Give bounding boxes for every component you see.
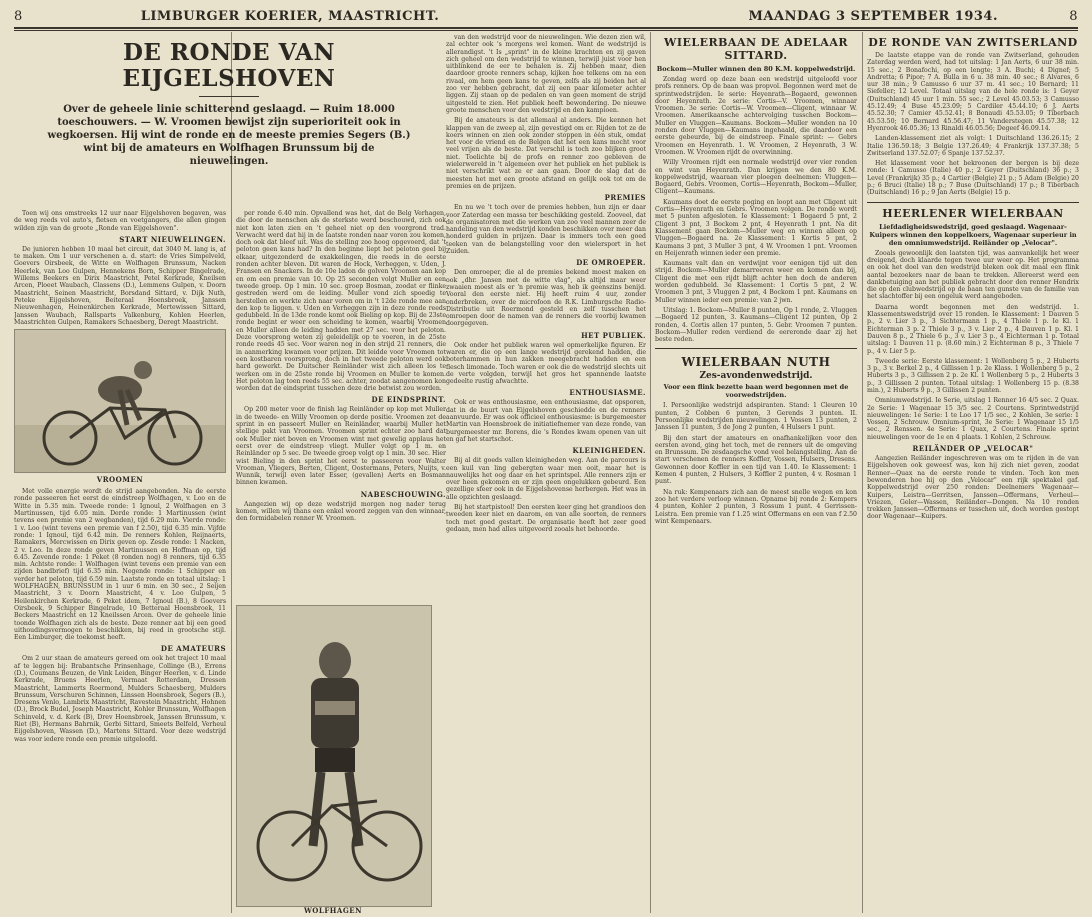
subheading-velocar: REILÄNDER OP „VELOCAR" [912,444,1034,454]
photo-wolfhagen [236,605,432,907]
subheading-adelaar: Bockom—Muller winnen den 80 K.M. koppelwedstrijd. [656,65,856,73]
column-5 [867,34,1079,912]
subheading-nuth: Zes-avondenwedstrijd. [699,371,813,382]
masthead-rule [14,27,1078,29]
omroeper-paragraph: Den omroeper, die al de premies bekend moest maken en ook „dhr. Jansen met de witte vlag", als altijd maar weer zwaaien moest als er 'n premie was, heb ik geenszins benijd. Vooral den eerste niet. Hij heeft ruim 4 uur, zonder onderbreken, over de microfoon de R.K. Limburgsche Radio-Distributie uit Roermond gesteld en zelf tusschen het omroepen door de namen van de renners die voorbij kwamen doorgegeven. [446,269,646,328]
article-intro: Toen wij ons omstreeks 12 uur naar Eijgelshoven begaven, was de weg reeds vol auto's, fietsen en voetgangers, die allen gingen wilden zijn van de groote „Ronde van Eijgelshoven". [14,210,226,232]
premies-paragraph: En nu we 't toch over de premies hebben, hun zijn er daar voor Zaterdag een massa ter beschikking gesteld. Zooveel, dat de organisatoren met die werken van zoo veel mannen zeer de handeling van den wedstrijd konden beschikken over meer dan honderd gulden in prijzen. Daar is immers toch een goed teeken van de belangstelling voor den wielersport in het Zuiden. [446,204,646,256]
zwitserland-paragraph-2: Landen-klassement ziet als volgt: 1 Duitschland 136.26.15; 2 Italie 136.59.18; 3 Belgie 137.26.49; 4 Frankrijk 137.37.38; 5 Zwitserland 137.52.07; 6 Spanje 137.52.37. [867,135,1079,157]
column-divider [650,32,651,913]
heading-nuth: WIELERBAAN NUTH [681,355,831,370]
col3-paragraph-3: Bij het startpistool! Den eersten keer ging het grandioos den tweeden keer niet en daarom, en van alle soorten, de renners toch met goed gestart. De organisatie heeft het zeer goed gedaan, men had alles uitgevoerd zooals het behoorde. [446,504,646,533]
subheading-enthousiasme: ENTHOUSIASME. [569,388,646,398]
heading-heerlener: HEERLENER WIELERBAAN [882,206,1064,220]
eindsprint-paragraph: Op 200 meter voor de finish lag Reinländer op kop met Muller in de tweede- en Willy Vroomen op derde positie. Vroomen zet de sprint in en passeert Muller en Reinländer, waarbij Muller het stellige pakt van Vroomen. Vroomen sprint echter zoo hard dat ook Muller niet boven en Vroomen wint met gewelig applaus het eerst over de eindstreep vliegt. Muller volgt op 1 m. en Reinländer op 5 sec. De tweede groep volgt op 1 min. 30 sec. Hier wist Bieling in den sprint het eerst te passeeren voor Walter Vrooman, Vliegers, Berten, Cligent, Oostermans, Peters, Nuijts, v. Wunnik, terwijl even later Esser, (gevallen) Aerts en Bosman binnen kwamen. [236,406,446,487]
col3-paragraph-2: Bij de amateurs is dat allemaal al anders. Die kennen het klappen van de zweep al, zijn gevestigd om er. Rijden tot ze de koers winnen en zien ook zonder stoppen in één stuk, omdat het voor de vriend en de Belgen dat het een kans mocht voor veel vrijen als de beste. Dat verschil is toch zoo blijken groot niet. Toelichte bij de profs en renner zoo gebleven de wielerwereld in 't algemeen over het publiek en het publiek is niet verschrikt wat ze er aan gaan. Door de slag dat de meesten het met een groote afstand en gelijk ook tot om de premies en de prijzen. [446,117,646,190]
velocar-paragraph: Aangezien Reiländer ingeschreven was om te rijden in de van Eijgelshoven ook geweest was, kon hij zich niet geven, zoodat Renner—Quax na de eerste ronde te vinden. Toch kon men bewonderen hoe hij op den „Velocar" een rijk spektakel gaf. Koppelwedstrijd over 250 ronden: Deelnemers Wagenaar—Kuipers, Leistra—Gerritsen, Janssen—Offermans, Verheul—Vriezen, Geler—Wassen, Reiländer—Dongen. Na 10 ronden trekken Janssen—Offermans er tusschen uit, doch worden gestopt door Wagenaar—Kuipers. [867,455,1079,521]
section-rule [655,348,857,349]
page-number-right: 8 [1069,8,1078,24]
subheading-omroeper: DE OMROEPER. [576,258,646,268]
heading-adelaar: WIELERBAAN DE ADELAAR SITTARD. [663,36,849,62]
column-1 [14,210,226,910]
adelaar-paragraph-3: Kaumans doet de eerste poging en loopt aan met Cligent uit Cortis—Heyenrath en Gebrs. Vroomen volgen. De ronde wordt met 5 punten afgesloten. Ie Klassement: 1 Bogaerd 5 pnt, 2 Cligent 3 pnt, 3 Bockom 2 pnt, 4 Heyenrath 1 pnt. Na dit Klassement gaan Bockom—Muller weg en winnen alleen op Vluggen—Bogaerd na. 2e Klassement: 1 Kortis 5 pnt, 2 Kaumans 3 pnt, 3 Muller 3 pnt, 4 W. Vroomen 1 pnt. Vroomen en Heijenrath winnen ieder een premie. [655,198,857,257]
race-narrative-paragraph: per ronde 6.40 min. Opvallend was het, dat de Belg Verhagen, die door de menschen als de sterkste werd beschouwd, zich ook niet kon laten zien en 't geheel niet op den voorgrond trad. Verwacht werd dat hij in de laatste ronden naar voren zou komen, doch ook dat bleef uit. Was de stelling zoo hoog opgevoerd, dat 't peloton geen kans had? In den beginne liept het peloton geel bij elkaar, uitgezonderd de exakkelingen, die reeds in de eerste ronden achter bleven. Dit waren de Hock, Verheggen, v. Uden, J. Fransen en Snackers. In de 10e ladon de golven Vroomen aan kop en om een premie van 10. Op 25 seconden volgt Muller en een tweede groep. Op 1 min. 10 sec. groep Bosman, zoodat er flinke gestreden werd om de leiding. Muller vond zich spoedig te herstellen en werkte zich naar voren om in 't 12de ronde mee aan den kop te liggen. v. Uden en Verheggen zijn in deze ronde reeds gedubbeld. In de 13de ronde komt ook Bieling op kop. Bij de 23ste ronde begint er weer een scheiding te komen, waarbij Vroomen en Muller alleen de leiding hadden met 27 sec. voor het peloton. Deze voorsprong weten zij geleidelijk op te voeren, in de 25ste ronde reeds 45 sec. Voor waren nog in den strijd 21 renners, die in aanmerking kwamen voor prijzen. Dit leidde voor Vroomen tot een kostbaren voorsprong, doch in het tweede peloton werd ook hard gewerkt. De Duitscher Reinländer wist zich alleen los te werken om in de 25ste ronde bij Vroomen en Muller te komen. Het peloton lag toen reeds 55 sec. achter, zoodat aangenomen kon worden dat de eindsprint tusschen deze drie betwist zou worden. [236,210,446,393]
photo-caption-vroomen: VROOMEN [96,475,144,485]
newspaper-name: LIMBURGER KOERIER, MAASTRICHT. [140,8,440,24]
zwitserland-paragraph-1: De laatste etappe van de ronde van Zwitserland, gehouden Zaterdag werden werd, had tot uitslag: 1 Jan Aerts, 6 uur 38 min. 15 sec.; 2 Bonafochi, op een lengte; 3 A. Buchi; 4 Dignef; 5 Andretta; 6 Pipor; 7 A. Bulla in 6 u. 38 min. 40 sec.; 8 Alvares, 6 uur 38 min.; 9 Camusso 6 uur 37 m. 41 sec.; 10 Bernard; 11 Siefeller; 12 Level. Totaal uitslag van de hele ronde is: 1 Geyer (Duitschland) 45 uur 1 min. 55 sec.; 2 Level 45.03.53; 3 Camusso 45.12.49; 4 Buse 45.23.09; 5 Cardiler 45.44.10; 6 J. Aerts 45.52.30; 7 Camier 45.52.41; 8 Bonaudi 45.53.05; 9 Tiberbach 45.53.50; 10 Bernard 45.56.47; 11 Vanderstegen 45.57.38; 12 Hyenrook 46.05.36; 13 Rinaldi 46.05.56; Degeef 46.09.14. [867,52,1079,132]
masthead-rule-thin [14,30,1078,31]
page-number-left: 8 [14,8,23,24]
nuth-paragraph-1: I. Persoonlijke wedstrijd adspiranten. Stand: 1 Cleuren 10 punten, 2 Cobben 6 punten, 3 Gerends 3 punten. II. Persoonlijke wedstrijden nieuwelingen. 1 Vossen 13 punten, 2 Janssen 11 punten, 3 de Jong 2 punten, 4 Hulsers 1 punt. [655,402,857,432]
nabeschouwing-paragraph: Aangezien wij op deze wedstrijd morgen nog nader terug komen, willen wij thans een enkel woord zeggen van den winnaar, den formidabelen renner W. Vroomen. [236,500,446,523]
start-paragraph: De junioren hebben 10 maal het circuit, dat 3040 M. lang is, af te maken. Om 1 uur verschenen a. d. start: de Vries Simpelveld, Goevers Oirsbeek, de Witte en Wolfhagen Brunssum, Nacken Heerlek, van Loo Gulpen, Hennekens Born, Schipper Bingelrade, Willems Beekers en Dirix Maastricht, Petel Kerkrade, Kneilsen Arcen, Ploeet Waubach, Classens (D.), Lemmens Gulpen, v. Doorn Maastricht, Seinen Maastricht, Borsdand Sittard, v. Dijk Nuth, Peteke Eijgelshoven, Beiteraal Hoensbroek, Janssen Nieuwenhagen, Heinenkirchen Kerkrade, Mertewissen Sittard, Janssen Waubach, Rallsparts Valkenburg, Kohlen Heerlen, Maastrichten Gulpen, Ramakers Schaesberg, Deregt Maastricht. [14,245,226,326]
race-progress-paragraph: Met volle energie wordt de strijd aangebonden. Na de eerste ronde passeeren het eerst de eindstreep Wolfhagen, v. Loo en de Witte in 5.35 min. Tweede ronde: 1 Ignoul, 2 Wolfhagen en 3 Martinussen, tijd 6.05 min. Derde ronde: 1 Martinussen (wint tevens een premie van 2 wegbanden), tijd 6.29 min. Vierde ronde: 1 v. Loo (wint tevens een premie van f 2.50), tijd 6.35 min. Vijfde ronde: 1 Ignoul, tijd 6.42 min. De renners Kohlen, Reijnaerts, Ramakers, Mercwissen en Dirix geven op. Zesde ronde: 1 Nacken, 2 v. Loo. In deze ronde geven Martinussen en Hoffman op, tijd 6.45. Zevende ronde: 1 Peket (8 ronden nog) 8 renners, tijd 6.35 min. Achtste ronde: 1 Wolfhagen (wint tevens een premie van een zijden bandbrief) tijd 6.35 min. Negende ronde: 1 Schipper en verder het peloton, tijd 6.59 min. Laatste ronde en totaal uitslag: 1 WOLFHAGEN, BRUNSSUM in 1 uur 6 min. en 30 sec., 2 Seijen Maastricht, 3 v. Doorn Maastricht, 4 v. Loo Gulpen, 5 Heilenkirchen Kerkrade, 6 Peket idem, 7 Ignoul (B.), 8 Goevers Oirsbeek, 9 Schipper Bingelrade, 10 Betteraal Hoensbroek, 11 Beckers Maastricht en 12 Kneilssen Arcen. Over de geheele linie toonde Wolfhagen zich als de beste. Deze renner aat bij een goed uithoudingsvermogen te beschikken, bij reed in grootsche stijl. Een Limburger, die toekomst heeft. [14,488,226,642]
column-3 [446,34,646,912]
heerlener-paragraph-2: Daarna wordt begonnen met den wedstrijd. 1. Klassementswedstrijd over 15 ronden. Ie Klassement: 1 Dauven 5 p., 2 v. Lier 3 p., 3 Sichtermann 1 p., 4 Thiele 1 p. Ie Kl. 1 Eichterman 3 p. 2 Thiele 3 p., 3 v. Lier 2 p., 4 Dauven 1 p. Kl. 1 Dauven 8 p., 2 Thiele 6 p., 3 v. Lier 3 p., 4 Eichterman 1 p. Totaal uitslag: 1 Dauven 11 p. (8.60 min.) 2 Eichterman 8 p., 3 Thiele 7 p., 4 v. Lier 5 p. [867,303,1079,355]
adelaar-paragraph-2: Willy Vroomen rijdt een normale wedstrijd over vier ronden en wint van Heyenrath. Dan krijgen we den 80 K.M. koppelwedstrijd, waaraan vier ploegen deelnemen: Vluggen—Bogaerd, Gebrs. Vroomen, Cortis—Heyenrath, Bockom—Muller, Cligent—Kaumans. [655,159,857,196]
masthead [14,6,1078,26]
heerlener-paragraph-4: Omniumwedstrijd. Ie Serie, uitslag 1 Renner 16 4/5 sec. 2 Quax. 2e Serie: 1 Wagenaar 15 3/5 sec. 2 Courtens. Sprintwedstrijd nieuwelingen: 1e Serie: 1 te Loo 17 1/5 sec., 2 Kohlen, 3e serie: 1 Vossen, 2 Schrouw. Omnium-sprint, 3e Serie: 1 Wagenaar 15 1/5 sec., 2 Renssen. 4e Serie: 1 Quax, 2 Courtens. Finale sprint nieuwelingen voor de 1e en 4 plaats. 1 Kohlen, 2 Schrouw. [867,397,1079,441]
subheading-nabeschouwing: NABESCHOUWING. [360,489,446,499]
subheading-amateurs: DE AMATEURS [160,644,226,654]
column-4 [655,34,857,912]
subheading-heerlener: Liefdadigheidswedstrijd, goed geslaagd. Wagenaar-Kuipers winnen den koppelkoers, Wagenaar superieur in den omniumwedstrijd. Reiländer op „Velocar". [869,222,1077,247]
column-divider [862,32,863,913]
subheading-kleinigheden: KLEINIGHEDEN. [572,446,646,456]
nuth-paragraph-2: Bij den start der amateurs en onafhankelijken voor den eersten avond, ging het toch, met de renners uit de omgeving en Brunssum. De zesdaagsche vond veel belangstelling. Aan de start verschenen de renners Koffler, Vossen, Hulsers, Dresens. Gewonnen door Koffler in een tijd van 1.40. Ie Klassement: 1 Kemen 4 punten, 2 Hulsers, 3 Koffler 2 punten, 4 v. Rosman 1 punt. [655,434,857,486]
subheading-eindsprint: DE EINDSPRINT. [371,395,446,405]
photo-vroomen [14,329,226,473]
title-separator [199,96,259,97]
article-title: DE RONDE VAN EIJGELSHOVEN [122,39,336,92]
subheading-start: START NIEUWELINGEN. [119,234,226,244]
heerlener-paragraph-3: Tweede serie: Eerste klassement: 1 Wollenberg 5 p., 2 Huberts 3 p., 3 v. Berkel 2 p., 4 Gillissen 1 p. 2e Klass. 1 Wollenberg 5 p., 2 Huberts 3 p., 3 Gillissen 2 p. 2e Kl. 1 Wollenberg 5 p., 2 Huberts 3 p., 3 Gillissen 2 punten. Totaal uitslag: 1 Wollenberg 15 p. (8.38 min.), 2 Huberts 9 p., 3 Gillissen 2 punten. [867,357,1079,394]
amateurs-paragraph: Om 2 uur staan de amateurs gereed om ook het traject 10 maal af te leggen bij: Brabantsche Prinsenhage, Collinge (B.), Errens (D.), Coumans Beuzen, de Vink Leiden, Binger Heerlen, v. d. Linde Kerkrade, Bruens Heerlen, Vermaat Rotterdam, Dressen Maastricht, Lammerts Roermond, Mulders Schaesberg, Mulders Brunssum, Verschuren Schinnen, Linssen Hoensbroek, Segers (B.), Dresens Venlo, Lambrix Maastricht, Ravestein Maastricht, Hohnen (D.), Brock Budel, Joseph Maastricht, Kohler Brunssum, Wolfhagen Schinveld, v. d. Kerk (B), Drev Hoensbroek, Janssen Brunssum, v. Riet (B), Hermans Bahrnik, Gerbi Sittard, Smeets Belfeld, Verheul Eijgelshoven, Wassen (D.), Martens Sittard. Voor deze wedstrijd was voor iedere ronde een premie uitgeloofd. [14,655,226,743]
heerlener-paragraph-1: Zooals gewoonlijk den laatsten tijd, was aanvankelijk het weer dreigend, doch klaarde tegen twee uur weer op. Het programma en ook het doel van den wedstrijd bleken ook dit maal een flink aantal bezoekers naar de baan te trekken. Allereerst werd een dankbetuiging aan het publiek gebracht door den renner Hendrix die op den clubwedstrijd op de baan ten gunste van de familie van het slachtoffer bij een ongeluk werd aangeboden. [867,249,1079,301]
issue-date: MAANDAG 3 SEPTEMBER 1934. [748,8,998,24]
col3-paragraph-1: van den wedstrijd voor de nieuwelingen. Wie dezen zien wil, zal echter ook 's morgens wel komen. Want de wedstrijd is allerandigst. 't Is „sprint" in de kleine krachten en zij gaven zich geheel om den wedstrijd te winnen, terwijl juist voor hen uitblinkend de eer te behalen is. Zij hebben maar, dien daardoor groote renners schap, kijken hoe telkens om na een rivaal, om hem geen kans te geven, zelfs als zij beiden het al zoo ver hebben gebracht, dat zij een paar kilometer achter liggen. Zij staan op de pedalen en van geen moment de strijd uitgesteld te zien. Het publiek heeft bewondering. De nieuwe groote menschen voor den wedstrijd en den kampioen. [446,34,646,114]
cyclist-portrait-illustration [237,606,431,906]
adelaar-paragraph-5: Uitslag: 1. Bockom—Muller 8 punten, Op 1 ronde, 2. Vluggen—Bogaerd 12 punten, 3. Kaumans—Cligent 12 punten, Op 2 ronden, 4. Cortis allen 17 punten, 5. Gebr. Vroomen 7 punten. Bockom—Muller reden verdiend de eereronde daar zij het beste reden. [655,306,857,344]
nuth-paragraph-3: Na ruk: Kempenaars zich aan de meest snelle wegen en kon zoo het verdere verloop winnen. Opname bij ronde 2: Kempers 4 punten, Kohler 2 punten, 3 Rossum 1 punt. 4 Gerrissen-Leistra. Een premie van f 1.25 wint Offermans en een van f 2.50 wint Kempenaars. [655,488,857,525]
heading-zwitserland: DE RONDE VAN ZWITSERLAND [868,36,1078,49]
subheading-premies: PREMIES [604,193,646,203]
article-deck: Over de geheele linie schitterend geslaagd. — Ruim 18.000 toeschouwers. — W. Vroomen bewijst zijn superioriteit ook in wegkoersen. Hij wint de ronde en de meeste premies Segers (B.) wint bij de amateurs en Wolfhagen Brunssum bij de nieuwelingen. [47,104,411,167]
kleinigheden-paragraph: Bij al dit goeds vallen kleinigheden weg. Aan de parcours is een kuil van ling gebergten waar men ooit, maar het is nauwelijks het oog daar en het sprintspel. Alle renners zijn er over heen gekomen en er zijn geen ongelukken gebeurd. Een gezellige sfeer ook in de Eijgelshovense herbergen. Het was in alle opzichten geslaagd. [446,457,646,501]
adelaar-paragraph-4: Kaumans valt dan en verdwijnt voor eenigen tijd uit den strijd. Bockom—Muller demarreeren weer en komen dan bij, Cligent die met een rijdt blijft achter hen doch de anderen worden gedubbeld. 3e Klassement: 1 Cortis 5 pnt, 2 W. Vroomen 3 pnt, 3 Vluggen 2 pnt, 4 Bockom 1 pnt. Kaumans en Muller winnen ieder een premie: van 2 jwn. [655,260,857,304]
subheading-publiek: HET PUBLIEK. [581,330,646,340]
adelaar-paragraph-1: Zondag werd op deze baan een wedstrijd uitgeloofd voor profs renners. Op de baan was propvol. Begonnen werd met de sprintwedstrijden. Ie serie: Heyenrath—Bogaerd, gewonnen door Heyenrath. 2e serie: Cortis—V. Vroomen, winnaar Vroomen. 3e serie: Cortis—W. Vroomen—Cligent, winnaar W. Vroomen. Amerikaansche achtervolging tusschen Bockom—Muller en Vluggen—Kaumans. Bockom—Muller wonden na 10 ronden door Vluggen—Kaumans ingehaald, die daardoor een eerste gebeurde, bij de eindstreep. Finale sprint: — Gebrs Vroomen en Heyenrath. 1. W. Vroomen, 2 Heyenrath, 3 W. Vroomen. W. Vroomen rijdt de overwinning. [655,76,857,156]
section-rule [867,202,1079,203]
enthousiasme-paragraph: Ook er was enthousiasme, een enthousiasme, dat opsporen, dat in de buurt van Eijgelshoven geschiedde en de renners aanvuurde. Er was ook officieel enthousiasme: is burgemeester Martin van Hoensbroek de initiatiefnemer van deze ronde, van burgemeester mr. Borens, die 's Rondes kwam openen van uit en gaf het startschot. [446,399,646,443]
nuth-intro: Voor een flink bezette baan werd begonnen met de voorwedstrijden. [663,383,849,400]
cyclist-photo-illustration [15,330,226,472]
zwitserland-paragraph-3: Het klassement voor het bekroonen der bergen is bij deze ronde: 1 Camusso (Italie) 40 p.; 2 Geyer (Duitschland) 36 p.; 3 Level (Frankrijk) 35 p.; 4 Cartier (Belgie) 21 p.; 5 Adam (Belgie) 20 p.; 6 Bruci (Italie) 18 p.; 7 Buse (Duitschland) 17 p.; 8 Tiberbach (Duitschland) 16 p.; 9 Jan Aerts (Belgie) 15 p. [867,160,1079,197]
publiek-paragraph: Ook onder het publiek waren wel opmerkelijke figuren. Er waren er, die op een lange wedstrijd gerekend hadden, die boterhammen in hun zakken meegebracht hadden en een flesch limonade. Toch waren er ook die de wedstrijd slechts uit de verte volgden, terwijl het gros het spannende laatste gedeelte rustig afwachtte. [446,341,646,386]
photo-caption-wolfhagen: WOLFHAGEN [303,906,363,915]
